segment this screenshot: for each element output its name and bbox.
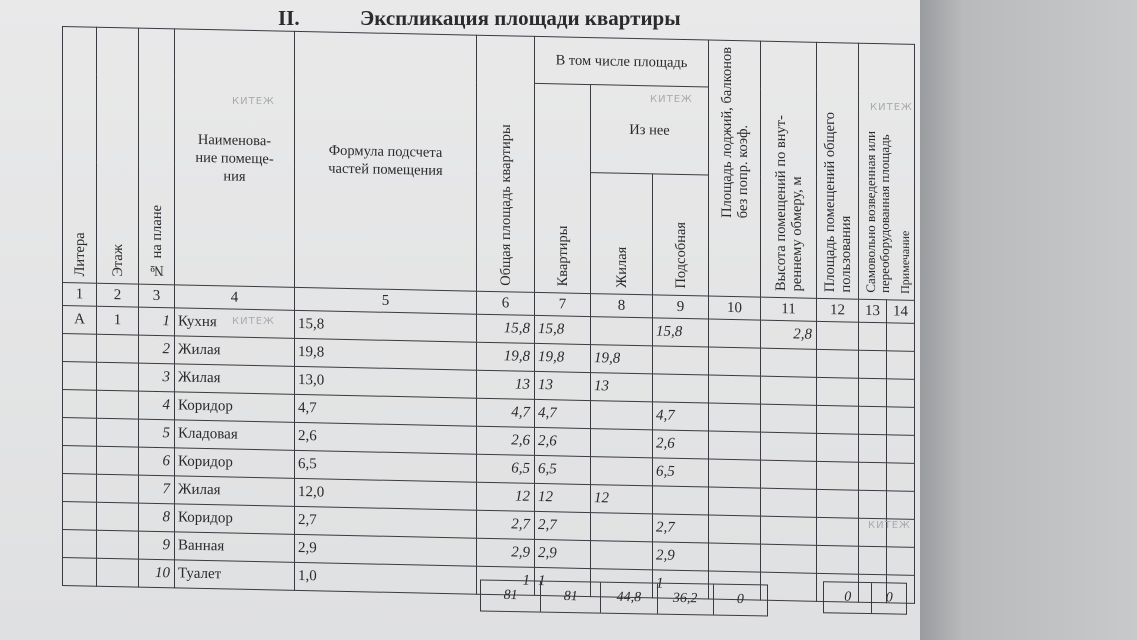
cell-living: [591, 457, 653, 486]
cell-empty: [817, 321, 859, 350]
cell-living: 13: [591, 373, 653, 402]
cell-etazh: [97, 362, 139, 391]
cell-no: 6: [139, 447, 175, 476]
cell-apt: 1: [535, 567, 591, 596]
page-shadow: [920, 0, 1137, 640]
total-living: 44,8: [601, 583, 657, 614]
total-common: 0: [824, 582, 872, 613]
cell-living: [591, 401, 653, 430]
cell-empty: [859, 462, 887, 491]
cell-litera: [63, 530, 97, 559]
cell-name: Жилая: [175, 364, 295, 395]
total-area: 81: [481, 581, 541, 612]
col-num: 7: [535, 292, 591, 316]
header-formula: Формула подсчета частей помещения: [295, 31, 477, 291]
cell-empty: [859, 378, 887, 407]
cell-height: [761, 376, 817, 405]
cell-total: 2,7: [477, 510, 535, 539]
cell-etazh: [97, 530, 139, 559]
header-room-name: Наименова- ние помеще- ния: [175, 29, 295, 288]
cell-formula: 1,0: [295, 562, 477, 594]
cell-height: [761, 572, 817, 601]
cell-aux: 2,6: [653, 430, 709, 459]
cell-no: 5: [139, 419, 175, 448]
cell-empty: [887, 435, 915, 464]
cell-total: 6,5: [477, 454, 535, 483]
cell-empty: [817, 433, 859, 462]
cell-apt: 15,8: [535, 315, 591, 344]
cell-living: 19,8: [591, 345, 653, 374]
col-num: 9: [653, 295, 709, 319]
cell-formula: 19,8: [295, 338, 477, 370]
total-auxiliary: 36,2: [658, 584, 714, 615]
cell-living: 12: [591, 485, 653, 514]
cell-aux: 2,7: [653, 514, 709, 543]
cell-empty: [817, 377, 859, 406]
col-num: 6: [477, 291, 535, 315]
cell-name: Кухня: [175, 308, 295, 339]
cell-no: 10: [139, 559, 175, 588]
cell-name: Коридор: [175, 448, 295, 479]
cell-formula: 2,9: [295, 534, 477, 566]
col-num: 2: [97, 283, 139, 307]
cell-aux: 2,9: [653, 542, 709, 571]
cell-name: Коридор: [175, 392, 295, 423]
header-auxiliary: Подсобная: [653, 174, 709, 296]
cell-height: 2,8: [761, 320, 817, 349]
cell-empty: [887, 379, 915, 408]
cell-name: Туалет: [175, 560, 295, 591]
header-incl-area: В том числе площадь: [535, 36, 709, 87]
cell-empty: [817, 545, 859, 574]
cell-name: Ванная: [175, 532, 295, 563]
cell-living: [591, 513, 653, 542]
watermark: КИТЕЖ: [868, 520, 911, 531]
cell-empty: [859, 406, 887, 435]
header-apartments: Квартиры: [535, 83, 591, 293]
cell-name: Кладовая: [175, 420, 295, 451]
section-title: Экспликация площади квартиры: [360, 6, 681, 30]
cell-height: [761, 432, 817, 461]
cell-litera: [63, 362, 97, 391]
header-living: Жилая: [591, 173, 653, 295]
cell-empty: [817, 349, 859, 378]
cell-loggia: [709, 487, 761, 516]
cell-total: 19,8: [477, 342, 535, 371]
cell-etazh: [97, 418, 139, 447]
cell-living: [591, 429, 653, 458]
cell-no: 8: [139, 503, 175, 532]
cell-no: 9: [139, 531, 175, 560]
cell-no: 7: [139, 475, 175, 504]
cell-formula: 2,6: [295, 422, 477, 454]
cell-empty: [887, 407, 915, 436]
cell-etazh: [97, 334, 139, 363]
cell-aux: 6,5: [653, 458, 709, 487]
cell-empty: [859, 490, 887, 519]
col-num: 4: [175, 285, 295, 311]
cell-formula: 12,0: [295, 478, 477, 510]
cell-apt: 2,7: [535, 511, 591, 540]
cell-etazh: [97, 474, 139, 503]
cell-height: [761, 516, 817, 545]
header-self-built: Самовольно возведенная или переоборудованная площадь Примечание: [859, 43, 915, 300]
cell-loggia: [709, 403, 761, 432]
header-total-area: Общая площадь квартиры: [477, 35, 535, 292]
watermark: КИТЕЖ: [650, 94, 693, 105]
cell-empty: [887, 323, 915, 352]
cell-loggia: [709, 375, 761, 404]
cell-total: 1: [477, 566, 535, 595]
header-plan-number: № на плане: [139, 28, 175, 285]
cell-empty: [859, 434, 887, 463]
col-num: 5: [295, 287, 477, 314]
cell-empty: [859, 350, 887, 379]
col-num: 11: [761, 297, 817, 321]
cell-height: [761, 488, 817, 517]
cell-empty: [887, 351, 915, 380]
cell-formula: 4,7: [295, 394, 477, 426]
cell-loggia: [709, 319, 761, 348]
cell-name: Жилая: [175, 476, 295, 507]
cell-total: 4,7: [477, 398, 535, 427]
cell-litera: [63, 446, 97, 475]
cell-etazh: [97, 446, 139, 475]
cell-aux: 4,7: [653, 402, 709, 431]
cell-etazh: [97, 558, 139, 587]
table-body: [63, 306, 915, 604]
cell-name: Коридор: [175, 504, 295, 535]
header-height: Высота помещений по внут- реннему обмеру, м: [761, 41, 817, 298]
cell-height: [761, 348, 817, 377]
cell-aux: [653, 346, 709, 375]
cell-height: [761, 544, 817, 573]
col-num: 12: [817, 298, 859, 322]
watermark: КИТЕЖ: [870, 102, 913, 113]
col-num: 3: [139, 284, 175, 308]
cell-litera: [63, 474, 97, 503]
total-loggia: 0: [736, 591, 744, 608]
cell-apt: 13: [535, 371, 591, 400]
cell-total: 2,9: [477, 538, 535, 567]
header-common-area: Площадь помещений общего пользования: [817, 42, 859, 299]
watermark: КИТЕЖ: [232, 96, 275, 107]
watermark: КИТЕЖ: [232, 316, 275, 327]
cell-total: 2,6: [477, 426, 535, 455]
explication-table: [62, 26, 915, 604]
cell-empty: [859, 546, 887, 575]
cell-total: 13: [477, 370, 535, 399]
cell-total: 12: [477, 482, 535, 511]
totals-block: [480, 579, 768, 616]
cell-no: 4: [139, 391, 175, 420]
cell-formula: 13,0: [295, 366, 477, 398]
cell-apt: 12: [535, 483, 591, 512]
col-num: 8: [591, 294, 653, 318]
col-num: 14: [887, 300, 915, 324]
cell-loggia: [709, 543, 761, 572]
header-loggia: Площадь лоджий, балконов без попр. коэф.: [709, 40, 761, 297]
cell-empty: [817, 461, 859, 490]
cell-etazh: [97, 390, 139, 419]
cell-aux: [653, 486, 709, 515]
cell-loggia: [709, 431, 761, 460]
cell-apt: 2,6: [535, 427, 591, 456]
cell-apt: 4,7: [535, 399, 591, 428]
cell-height: [761, 460, 817, 489]
col-num: 10: [709, 296, 761, 320]
cell-empty: [817, 489, 859, 518]
cell-loggia: [709, 515, 761, 544]
header-of-which: Из нее: [591, 85, 709, 175]
cell-empty: [859, 322, 887, 351]
cell-loggia: [709, 347, 761, 376]
cell-aux: 1: [653, 570, 709, 599]
cell-etazh: 1: [97, 306, 139, 335]
cell-litera: [63, 558, 97, 587]
cell-litera: [63, 334, 97, 363]
cell-apt: 19,8: [535, 343, 591, 372]
cell-apt: 2,9: [535, 539, 591, 568]
total-apartments: 81: [541, 582, 601, 613]
section-number: II.: [278, 6, 300, 30]
cell-empty: [887, 547, 915, 576]
col-num: 13: [859, 299, 887, 323]
cell-empty: [887, 463, 915, 492]
cell-aux: 15,8: [653, 318, 709, 347]
cell-no: 2: [139, 335, 175, 364]
cell-apt: 6,5: [535, 455, 591, 484]
cell-litera: [63, 390, 97, 419]
cell-no: 3: [139, 363, 175, 392]
cell-no: 1: [139, 307, 175, 336]
header-litera: Литера: [63, 27, 97, 284]
cell-formula: 6,5: [295, 450, 477, 482]
cell-living: [591, 317, 653, 346]
cell-litera: А: [63, 306, 97, 335]
cell-living: [591, 541, 653, 570]
cell-formula: 15,8: [295, 310, 477, 342]
cell-formula: 2,7: [295, 506, 477, 538]
cell-loggia: [709, 459, 761, 488]
cell-etazh: [97, 502, 139, 531]
header-note: Примечание: [898, 230, 913, 294]
header-etazh: Этаж: [97, 27, 139, 284]
cell-empty: [817, 405, 859, 434]
cell-litera: [63, 502, 97, 531]
cell-litera: [63, 418, 97, 447]
cell-empty: [887, 491, 915, 520]
col-num: 1: [63, 283, 97, 307]
cell-name: Жилая: [175, 336, 295, 367]
totals-block-right: [823, 581, 907, 614]
cell-height: [761, 404, 817, 433]
cell-empty: [817, 517, 859, 546]
cell-aux: [653, 374, 709, 403]
cell-total: 15,8: [477, 314, 535, 343]
total-self-built: 0: [885, 590, 893, 606]
